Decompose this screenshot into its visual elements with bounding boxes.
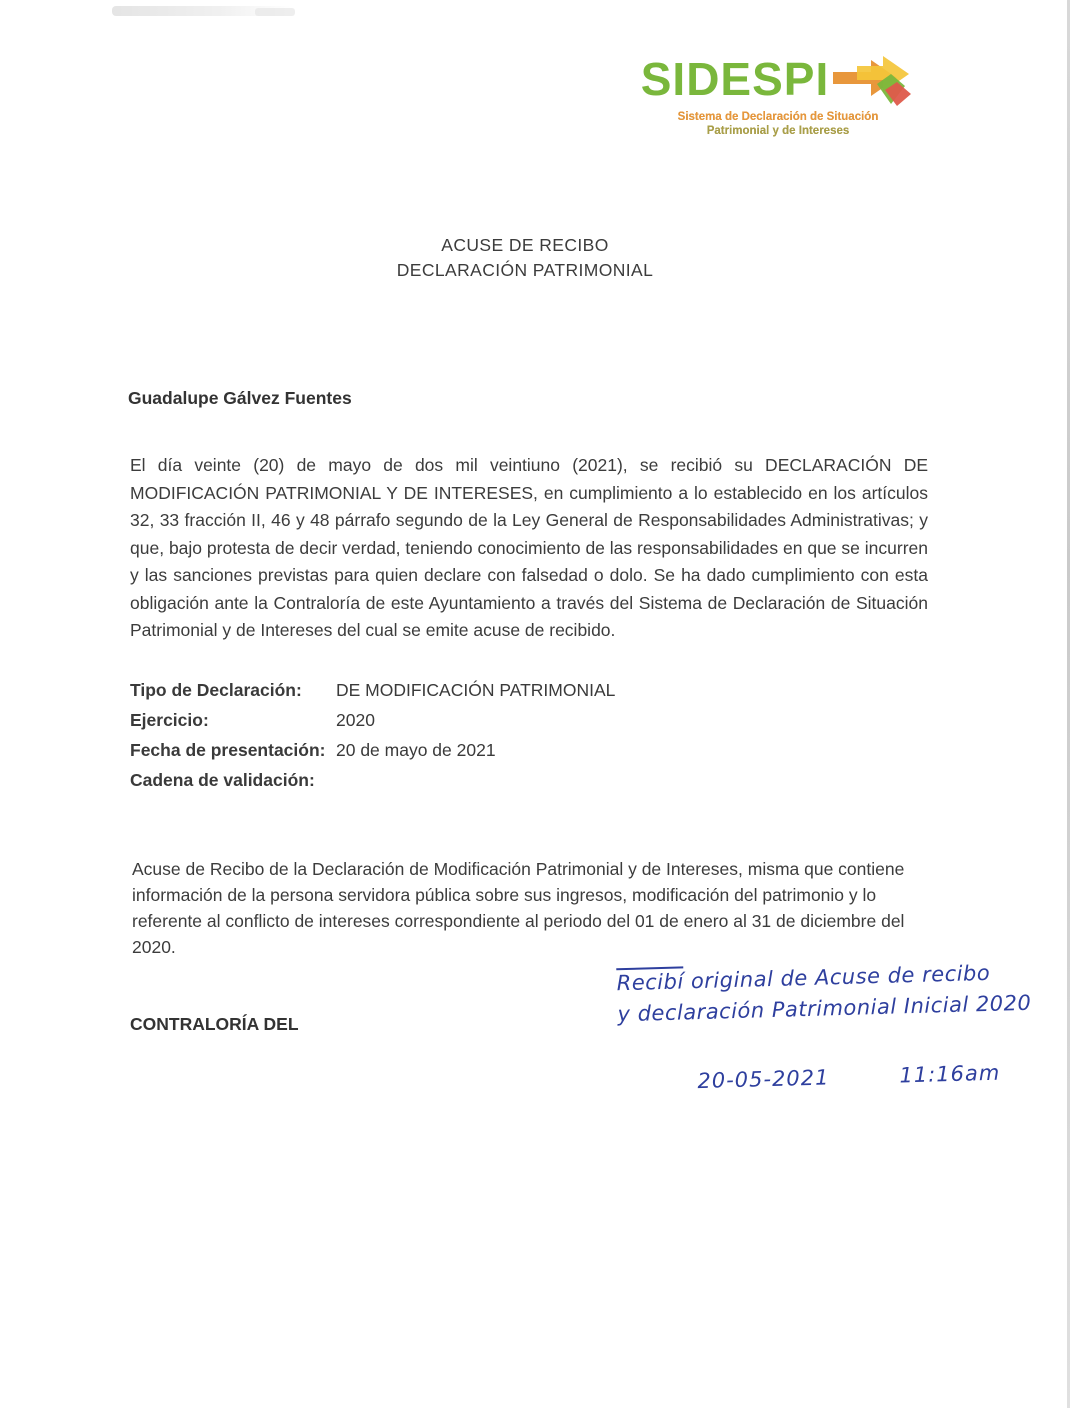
handwritten-date: 20-05-2021 (697, 1065, 830, 1094)
handwritten-line2: y declaración Patrimonial Inicial 2020 (617, 990, 1032, 1027)
field-label-cadena: Cadena de validación: (130, 770, 315, 790)
sidespi-tagline-line2: Patrimonial y de Intereses (706, 125, 850, 137)
sidespi-arrow-icon (831, 50, 915, 108)
document-title-line1: ACUSE DE RECIBO (441, 235, 609, 255)
sidespi-tagline (648, 110, 908, 138)
handwritten-line1-first-word: Recibí (616, 966, 684, 995)
body-paragraph: El día veinte (20) de mayo de dos mil veintiuno (2021), se recibió su DECLARACIÓN DE MODIFICACIÓN PATRIMONIAL Y DE INTERESES, en cumplimiento a lo establecido en los artículos 32, 33 fracción II, 46 y 48 párrafo segundo de la Ley General de Responsabilidades Administrativas; y que, bajo protesta de decir verdad, teniendo conocimiento de las responsabilidades en que se incurren y las sanciones previstas para quien declare con falsedad o dolo. Se ha dado cumplimiento con esta obligación ante la Contraloría de este Ayuntamiento a través del Sistema de Declaración de Situación Patrimonial y de Intereses del cual se emite acuse de recibido. (130, 455, 928, 640)
declaration-fields (130, 680, 830, 791)
field-value-cadena (336, 770, 830, 791)
field-value-tipo: DE MODIFICACIÓN PATRIMONIAL (336, 680, 616, 700)
scan-smudge-artifact (255, 8, 295, 16)
signature-block: CONTRALORÍA DEL (130, 1014, 299, 1034)
field-label-fecha: Fecha de presentación: (130, 740, 326, 760)
handwritten-line1-rest: original de Acuse de recibo (683, 960, 991, 994)
sidespi-logo-text: SIDESPI (640, 53, 830, 105)
field-label-ejercicio: Ejercicio: (130, 710, 209, 730)
scan-edge-artifact (1067, 0, 1070, 1408)
sidespi-tagline-line1: Sistema de Declaración de Situación (677, 111, 879, 123)
handwritten-note (616, 956, 1069, 1100)
handwritten-time: 11:16am (899, 1060, 1001, 1088)
field-value-fecha: 20 de mayo de 2021 (336, 740, 496, 760)
handwritten-dateline (697, 1056, 1070, 1097)
recipient-name: Guadalupe Gálvez Fuentes (128, 388, 352, 408)
sidespi-logo (640, 50, 908, 138)
field-label-tipo: Tipo de Declaración: (130, 680, 302, 700)
document-title (0, 233, 1050, 283)
document-title-line2: DECLARACIÓN PATRIMONIAL (396, 260, 654, 280)
closing-paragraph: Acuse de Recibo de la Declaración de Modificación Patrimonial y de Intereses, misma que contiene información de la persona servidora pública sobre sus ingresos, modificación del patrimonio y lo referente al conflicto de intereses correspondiente al periodo del 01 de enero al 31 de diciembre del 2020. (132, 859, 905, 957)
field-value-ejercicio: 2020 (336, 710, 375, 730)
